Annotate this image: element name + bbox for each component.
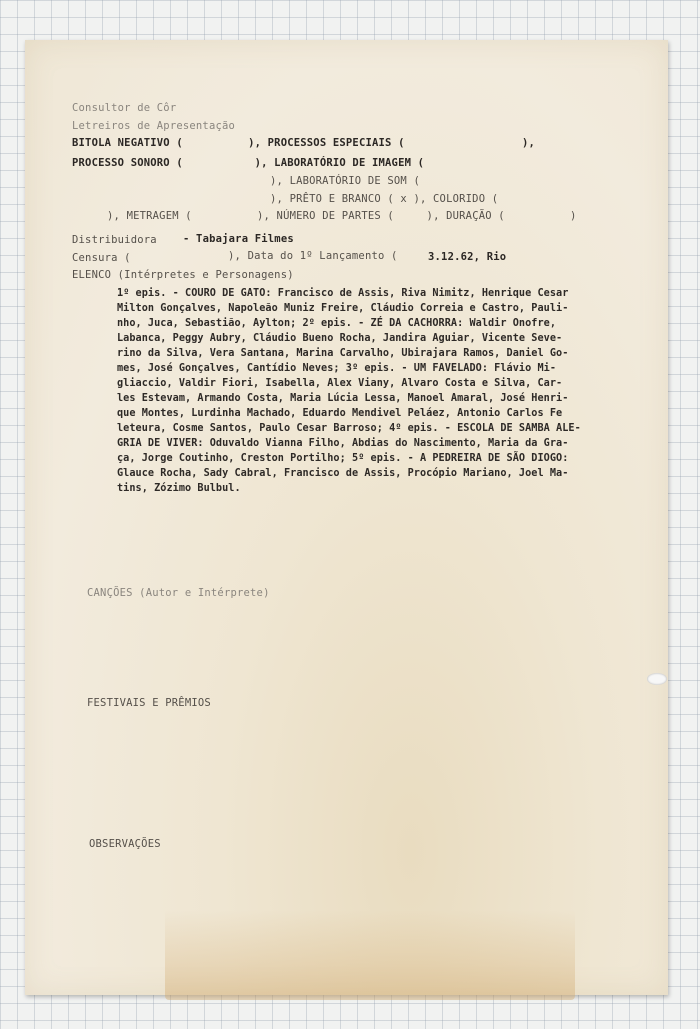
cast-line: leteura, Cosme Santos, Paulo Cesar Barroso; 4º epis. - ESCOLA DE SAMBA ALE- xyxy=(117,423,581,434)
document-sheet xyxy=(25,40,668,995)
consultor-cor-label: Consultor de Côr xyxy=(72,102,177,114)
cast-line: que Montes, Lurdinha Machado, Eduardo Mendivel Peláez, Antonio Carlos Fe xyxy=(117,408,563,419)
cast-line: ça, Jorge Coutinho, Creston Portilho; 5º epis. - A PEDREIRA DE SÃO DIOGO: xyxy=(117,453,569,464)
cast-line: nho, Juca, Sebastião, Aylton; 2º epis. - ZÉ DA CACHORRA: Waldir Onofre, xyxy=(117,318,557,329)
elenco-label: ELENCO (Intérpretes e Personagens) xyxy=(72,269,294,281)
paper-stain xyxy=(165,910,575,1000)
cast-line: GRIA DE VIVER: Oduvaldo Vianna Filho, Abdias do Nascimento, Maria da Gra- xyxy=(117,438,569,449)
cast-line: Milton Gonçalves, Napoleão Muniz Freire, Cláudio Correia e Castro, Pauli- xyxy=(117,303,569,314)
lancamento-value: 3.12.62, Rio xyxy=(428,251,507,263)
festivais-premios-label: FESTIVAIS E PRÊMIOS xyxy=(87,697,211,709)
lancamento-label: ), Data do 1º Lançamento ( xyxy=(228,250,398,262)
preto-branco-line: ), PRÊTO E BRANCO ( x ), COLORIDO ( xyxy=(270,193,499,205)
cast-line: tins, Zózimo Bulbul. xyxy=(117,483,241,494)
observacoes-label: OBSERVAÇÕES xyxy=(89,838,161,850)
cast-line: les Estevam, Armando Costa, Maria Lúcia Lessa, Manoel Amaral, José Henri- xyxy=(117,393,569,404)
metragem-line: ), METRAGEM ( ), NÚMERO DE PARTES ( ), DURAÇÃO ( ) xyxy=(107,210,577,222)
distribuidora-value: - Tabajara Filmes xyxy=(183,233,294,245)
cast-line: Labanca, Peggy Aubry, Cláudio Bueno Rocha, Jandira Aguiar, Vicente Seve- xyxy=(117,333,563,344)
punch-hole xyxy=(647,673,667,685)
cast-line: 1º epis. - COURO DE GATO: Francisco de Assis, Riva Nimitz, Henrique Cesar xyxy=(117,288,569,299)
laboratorio-som-line: ), LABORATÓRIO DE SOM ( xyxy=(270,175,420,187)
bitola-negativo-line: BITOLA NEGATIVO ( ), PROCESSOS ESPECIAIS ( ), xyxy=(72,137,536,149)
cast-line: mes, José Gonçalves, Cantídio Neves; 3º epis. - UM FAVELADO: Flávio Mi- xyxy=(117,363,557,374)
cancoes-label: CANÇÕES (Autor e Intérprete) xyxy=(87,587,270,599)
processo-sonoro-line: PROCESSO SONORO ( ), LABORATÓRIO DE IMAGEM ( xyxy=(72,157,425,169)
cast-line: Glauce Rocha, Sady Cabral, Francisco de Assis, Procópio Mariano, Joel Ma- xyxy=(117,468,569,479)
distribuidora-label: Distribuidora xyxy=(72,234,157,246)
cast-line: rino da Silva, Vera Santana, Marina Carvalho, Ubirajara Ramos, Daniel Go- xyxy=(117,348,569,359)
letreiros-label: Letreiros de Apresentação xyxy=(72,120,236,132)
cast-line: gliaccio, Valdir Fiori, Isabella, Alex Viany, Alvaro Costa e Silva, Car- xyxy=(117,378,563,389)
censura-label: Censura ( xyxy=(72,252,131,264)
